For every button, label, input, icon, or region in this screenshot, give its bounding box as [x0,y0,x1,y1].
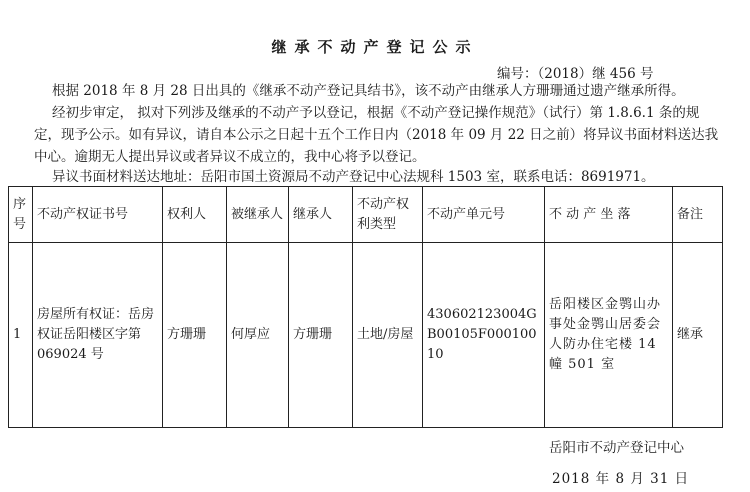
header-heir: 继承人 [289,187,353,243]
header-owner: 权利人 [163,187,227,243]
cell-cert: 房屋所有权证：岳房权证岳阳楼区字第 069024 号 [33,243,163,428]
header-note: 备注 [673,187,723,243]
issuing-organization: 岳阳市不动产登记中心 [549,440,684,456]
paragraph-objection-notice: 经初步审定， 拟对下列涉及继承的不动产予以登记，根据《不动产登记操作规范》（试行）第 1.8.6.1 条的规定，现予公示。如有异议，请自本公示之日起十五个工作日内（2018 年 09 月 22 日之前）将异议书面材料送达我中心。逾期无人提出异议或者异议不成立的，我中心将予以登记。 [34,105,719,165]
notice-title: 继承不动产登记公示 [271,38,479,56]
paragraph-inheritance-basis: 根据 2018 年 8 月 28 日出具的《继承不动产登记具结书》，该不动产由继承人方珊珊通过遗产继承所得。 [52,83,685,99]
header-location: 不 动 产 坐 落 [545,187,673,243]
cell-owner: 方珊珊 [163,243,227,428]
header-seq: 序号 [9,187,33,243]
cell-right-type: 土地/房屋 [353,243,423,428]
header-unit-no: 不动产单元号 [423,187,545,243]
cell-location: 岳阳楼区金鹗山办事处金鹗山居委会人防办住宅楼 14 幢 501 室 [545,243,673,428]
issue-date: 2018 年 8 月 31 日 [552,471,690,487]
table-row [9,243,723,428]
cell-note: 继承 [673,243,723,428]
header-decedent: 被继承人 [227,187,289,243]
cell-seq: 1 [9,243,33,428]
property-table [8,186,723,428]
document-number: 编号：（2018）继 456 号 [497,66,654,82]
cell-unit-no: 430602123004GB00105F00010010 [423,243,545,428]
cell-decedent: 何厚应 [227,243,289,428]
header-cert: 不动产权证书号 [33,187,163,243]
header-right-type: 不动产权利类型 [353,187,423,243]
cell-heir: 方珊珊 [289,243,353,428]
paragraph-objection-address: 异议书面材料送达地址：岳阳市国土资源局不动产登记中心法规科 1503 室，联系电话：8691971。 [52,169,655,185]
table-header-row [9,187,723,243]
